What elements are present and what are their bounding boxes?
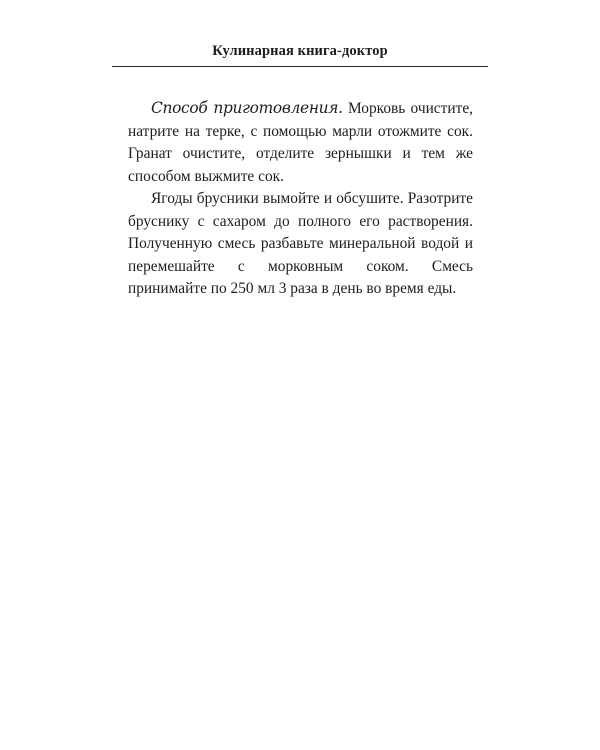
method-lead: Способ приготовления. xyxy=(151,99,343,117)
running-header: Кулинарная книга-доктор xyxy=(212,43,388,59)
header-rule xyxy=(112,66,488,67)
method-text: Морковь очистите, натрите на терке, с помощью марли отожмите сок. Гранат очистите, отделите зернышки и тем же способом выжмите сок. xyxy=(128,100,473,185)
paragraph-method xyxy=(128,97,473,188)
paragraph-lingonberry: Ягоды брусники вымойте и обсушите. Разотрите бруснику с сахаром до полного его растворения. Полученную смесь разбавьте минеральной водой и перемешайте с морковным соком. Смесь принимайте по 250 мл 3 раза в день во время еды. xyxy=(128,190,473,297)
page-text xyxy=(128,97,473,301)
